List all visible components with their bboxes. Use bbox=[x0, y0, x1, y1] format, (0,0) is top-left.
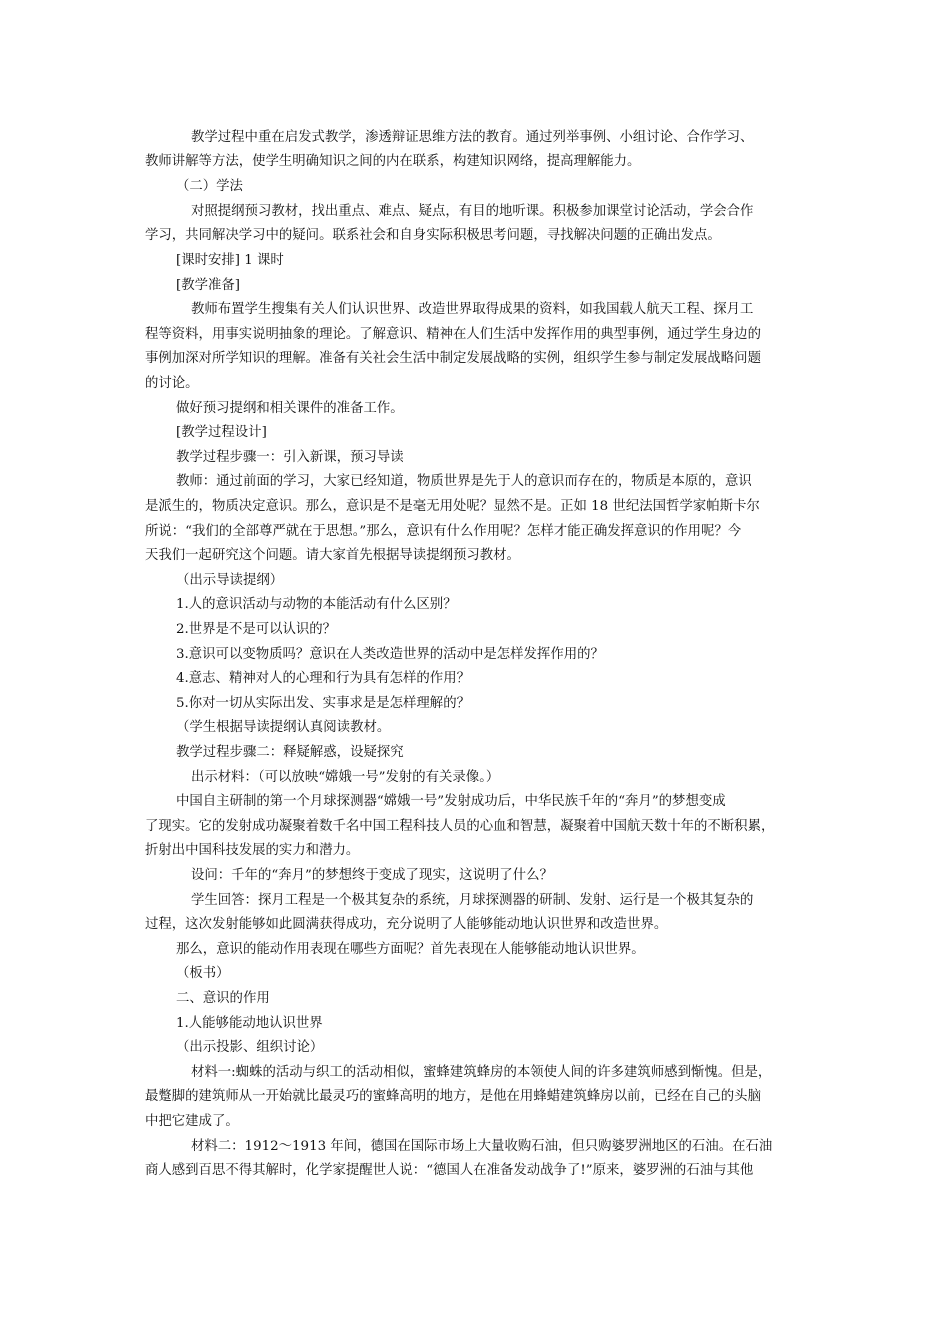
text-line: 是派生的，物质决定意识。那么，意识是不是毫无用处呢？显然不是。正如 18 世纪法国哲学家帕斯卡尔 bbox=[145, 499, 760, 514]
text-line: 设问：千年的“奔月”的梦想终于变成了现实，这说明了什么？ bbox=[191, 868, 553, 883]
text-line: 教师：通过前面的学习，大家已经知道，物质世界是先于人的意识而存在的，物质是本原的，意识 bbox=[176, 474, 752, 489]
text-line: 中把它建成了。 bbox=[145, 1114, 239, 1129]
step-heading: 教学过程步骤二：释疑解惑，设疑探究 bbox=[176, 745, 404, 760]
text-line: 事例加深对所学知识的理解。准备有关社会生活中制定发展战略的实例，组织学生参与制定发展战略问题 bbox=[145, 351, 761, 366]
text-line: 出示材料：（可以放映“嫦娥一号”发射的有关录像。） bbox=[191, 770, 500, 785]
text-line: 那么，意识的能动作用表现在哪些方面呢？首先表现在人能够能动地认识世界。 bbox=[176, 942, 645, 957]
text-line: 中国自主研制的第一个月球探测器“嫦娥一号”发射成功后，中华民族千年的“奔月”的梦想变成 bbox=[176, 794, 726, 809]
text-line: （板书） bbox=[176, 966, 230, 981]
list-item: 5.你对一切从实际出发、实事求是是怎样理解的？ bbox=[176, 696, 470, 711]
list-item: 2.世界是不是可以认识的？ bbox=[176, 622, 337, 637]
text-line: 教师布置学生搜集有关人们认识世界、改造世界取得成果的资料，如我国载人航天工程、探月工 bbox=[191, 302, 754, 317]
text-line: （学生根据导读提纲认真阅读教材。 bbox=[176, 720, 391, 735]
section-heading: （二）学法 bbox=[176, 179, 243, 194]
text-line: 学生回答：探月工程是一个极其复杂的系统，月球探测器的研制、发射、运行是一个极其复杂的 bbox=[191, 893, 754, 908]
text-line: 教师讲解等方法，使学生明确知识之间的内在联系，构建知识网络，提高理解能力。 bbox=[145, 154, 641, 169]
section-heading: [教学过程设计] bbox=[176, 425, 267, 440]
section-heading: [课时安排] 1 课时 bbox=[176, 253, 284, 268]
text-line: 所说：“我们的全部尊严就在于思想。”那么，意识有什么作用呢？怎样才能正确发挥意识的作用呢？今 bbox=[145, 524, 742, 539]
list-item: 4.意志、精神对人的心理和行为具有怎样的作用？ bbox=[176, 671, 470, 686]
text-line: 对照提纲预习教材，找出重点、难点、疑点，有目的地听课。积极参加课堂讨论活动，学会合作 bbox=[191, 204, 754, 219]
text-line: 学习，共同解决学习中的疑问。联系社会和自身实际积极思考问题，寻找解决问题的正确出发点。 bbox=[145, 228, 721, 243]
text-line: 材料二：1912～1913 年间，德国在国际市场上大量收购石油，但只购婆罗洲地区的石油。在石油 bbox=[191, 1139, 773, 1154]
step-heading: 教学过程步骤一：引入新课，预习导读 bbox=[176, 450, 404, 465]
text-line: 教学过程中重在启发式教学，渗透辩证思维方法的教育。通过列举事例、小组讨论、合作学习、 bbox=[191, 130, 754, 145]
text-line: 了现实。它的发射成功凝聚着数千名中国工程科技人员的心血和智慧，凝聚着中国航天数十年的不断积累， bbox=[145, 819, 775, 834]
text-line: 做好预习提纲和相关课件的准备工作。 bbox=[176, 401, 404, 416]
text-line: （出示导读提纲） bbox=[176, 573, 284, 588]
list-item: 1.人的意识活动与动物的本能活动有什么区别？ bbox=[176, 597, 457, 612]
section-heading: [教学准备] bbox=[176, 278, 241, 293]
text-line: 折射出中国科技发展的实力和潜力。 bbox=[145, 843, 360, 858]
list-item: 3.意识可以变物质吗？意识在人类改造世界的活动中是怎样发挥作用的？ bbox=[176, 647, 604, 662]
text-line: （出示投影、组织讨论） bbox=[176, 1040, 324, 1055]
text-line: 过程，这次发射能够如此圆满获得成功，充分说明了人能够能动地认识世界和改造世界。 bbox=[145, 917, 668, 932]
section-heading: 1.人能够能动地认识世界 bbox=[176, 1016, 323, 1031]
text-line: 材料一:蜘蛛的活动与织工的活动相似，蜜蜂建筑蜂房的本领使人间的许多建筑师感到惭愧。但是， bbox=[191, 1065, 772, 1080]
section-heading: 二、意识的作用 bbox=[176, 991, 270, 1006]
text-line: 商人感到百思不得其解时，化学家提醒世人说：“德国人在准备发动战争了!”原来，婆罗洲的石油与其他 bbox=[145, 1163, 754, 1178]
text-line: 的讨论。 bbox=[145, 376, 199, 391]
text-line: 最蹩脚的建筑师从一开始就比最灵巧的蜜蜂高明的地方，是他在用蜂蜡建筑蜂房以前，已经在自己的头脑 bbox=[145, 1089, 761, 1104]
text-line: 天我们一起研究这个问题。请大家首先根据导读提纲预习教材。 bbox=[145, 548, 520, 563]
text-line: 程等资料，用事实说明抽象的理论。了解意识、精神在人们生活中发挥作用的典型事例，通过学生身边的 bbox=[145, 327, 761, 342]
